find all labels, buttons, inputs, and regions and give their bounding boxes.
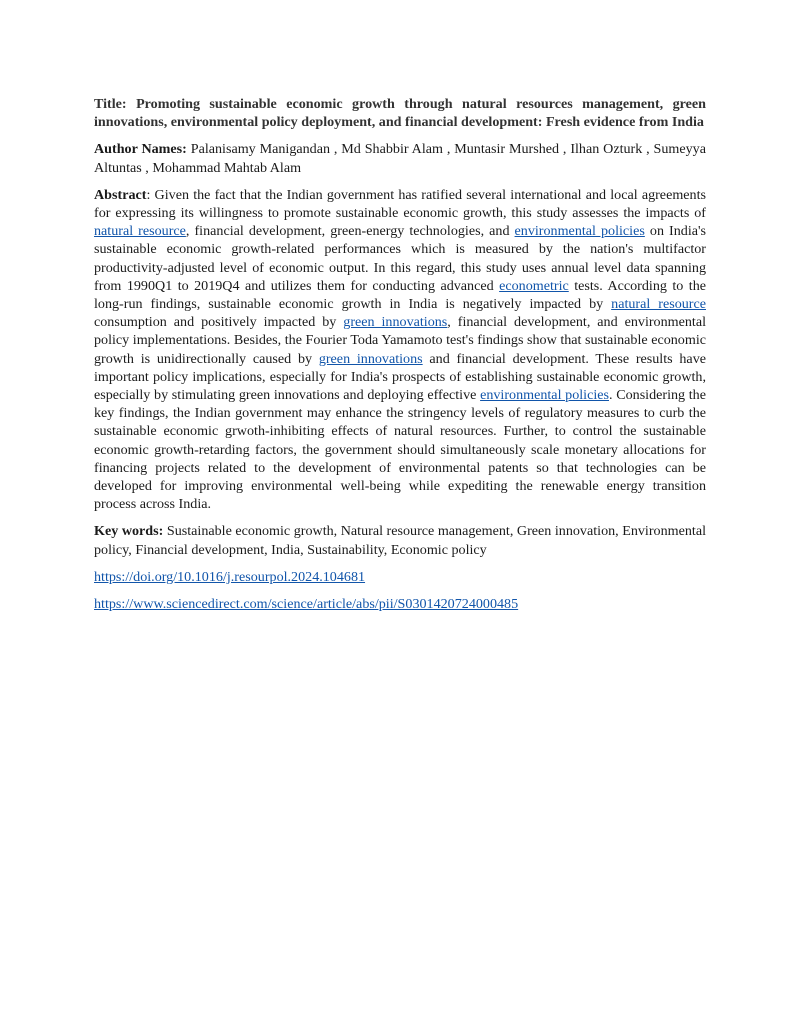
doi-line: [94, 568, 706, 586]
econometric-link[interactable]: econometric: [499, 277, 569, 294]
keywords-text: Sustainable economic growth, Natural resource management, Green innovation, Environmental policy, Financial development, India, Sustainability, Economic policy: [94, 523, 706, 558]
doi-link[interactable]: https://doi.org/10.1016/j.resourpol.2024.104681: [94, 568, 366, 585]
natural-resource-link[interactable]: natural resource: [611, 296, 706, 313]
green-innovations-link[interactable]: green innovations: [318, 350, 423, 367]
author-names: Palanisamy Manigandan , Md Shabbir Alam , Muntasir Murshed , Ilhan Ozturk , Sumeyya Altuntas , Mohammad Mahtab Alam: [94, 141, 706, 176]
document-page: [94, 95, 706, 622]
authors-paragraph: [94, 140, 706, 176]
authors-label: Author Names:: [94, 141, 187, 158]
sciencedirect-line: [94, 595, 706, 613]
natural-resource-link[interactable]: natural resource: [94, 223, 186, 240]
abstract-text: , financial development, and environmental policy implementations. Besides, the Fourier Toda Yamamoto test's findings show that sustainable economic growth is unidirectionally caused by: [94, 314, 706, 367]
abstract-paragraph: [94, 186, 706, 514]
environmental-policies-link[interactable]: environmental policies: [514, 223, 645, 240]
paper-title: Promoting sustainable economic growth through natural resources management, green innovations, environmental policy deployment, and financial development: Fresh evidence from India: [94, 96, 706, 131]
abstract-label: Abstract: [94, 186, 147, 203]
abstract-text: consumption and positively impacted by: [94, 314, 344, 331]
title-paragraph: [94, 95, 706, 131]
title-label: Title:: [94, 96, 127, 112]
abstract-text: and financial development. These results have important policy implications, especially for India's prospects of establishing sustainable economic growth, especially by stimulating green innovations and deploying effective: [94, 350, 706, 404]
environmental-policies-link[interactable]: environmental policies: [480, 387, 609, 404]
keywords-paragraph: [94, 522, 706, 558]
keywords-label: Key words:: [94, 523, 164, 540]
sciencedirect-link[interactable]: https://www.sciencedirect.com/science/article/abs/pii/S0301420724000485: [94, 596, 519, 613]
abstract-text: tests. According to the long-run findings, sustainable economic growth in India is negatively impacted by: [94, 277, 707, 313]
abstract-text: , financial development, green-energy technologies, and: [185, 223, 515, 240]
abstract-text: . Considering the key findings, the Indian government may enhance the stringency levels of regulatory measures to curb the sustainable economic grwoth-inhibiting effects of natural resources. Further, to control the sustainable economic growth-retarding factors, the government should simultaneously scale monetary allocations for financing projects related to the development of environmental patents so that technologies can be developed for improving environmental well-being while expediting the renewable energy transition process across India.: [94, 387, 706, 513]
green-innovations-link[interactable]: green innovations: [343, 314, 448, 331]
abstract-text: : Given the fact that the Indian government has ratified several international and local agreements for expressing its willingness to promote sustainable economic growth, this study assesses the impacts of: [94, 186, 706, 222]
abstract-text: on India's sustainable economic growth-related performances which is measured by the nation's multifactor productivity-adjusted level of economic output. In this regard, this study uses annual level data spanning from 1990Q1 to 2019Q4 and utilizes them for conducting advanced: [94, 223, 707, 294]
